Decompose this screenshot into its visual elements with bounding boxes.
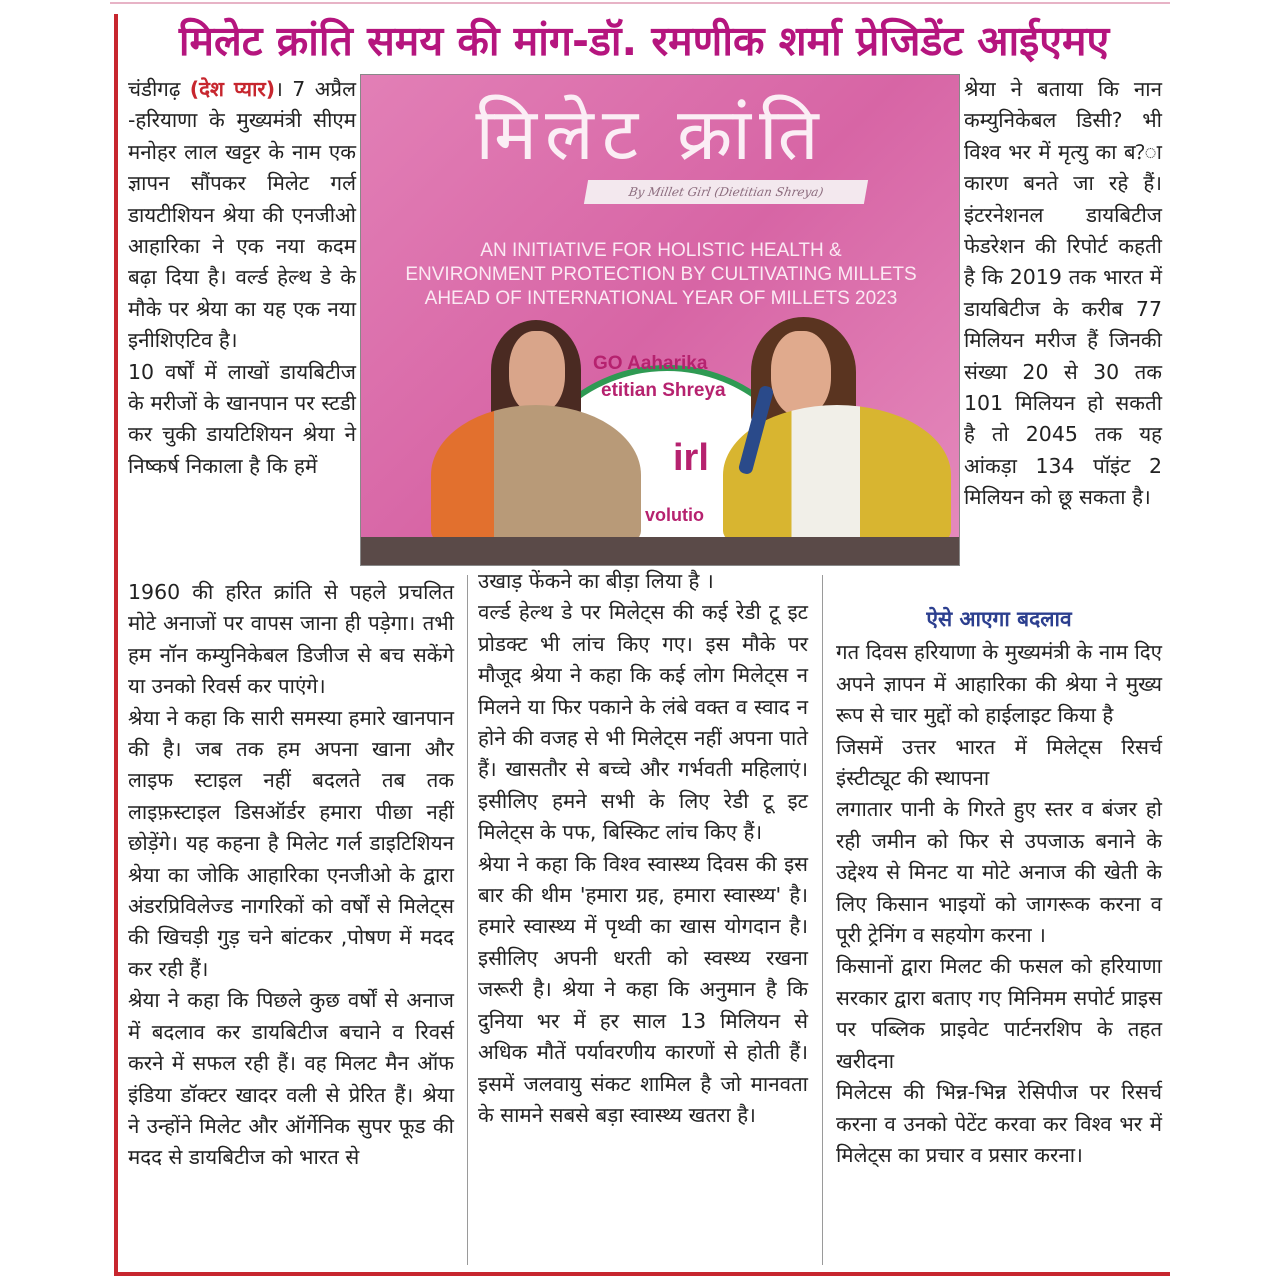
person-right-face <box>771 331 831 416</box>
top-border <box>110 2 1170 4</box>
person-left-face <box>509 331 565 413</box>
left-border <box>114 14 118 1276</box>
dateline-city: चंडीगढ़ <box>128 77 181 101</box>
paragraph <box>128 74 356 357</box>
paragraph: 10 वर्षों में लाखों डायबिटीज के मरीजों के खानपान पर स्टडी कर चुकी डायटिशियन श्रेया ने निष्कर्ष निकाला है कि हमें <box>128 359 356 478</box>
headline: मिलेट क्रांति समय की मांग-डॉ. रमणीक शर्मा प्रेजिडेंट आईएमए <box>178 17 1110 65</box>
paragraph: मिलेटस की भिन्न-भिन्न रेसिपीज पर रिसर्च करना व उनको पेटेंट करवा कर विश्व भर में मिलेट्स का प्रचार व प्रसार करना। <box>836 1080 1162 1167</box>
column-left-bottom <box>128 577 454 1174</box>
paragraph: वर्ल्ड हेल्थ डे पर मिलेट्स की कई रेडी टू इट प्रोडक्ट भी लांच किए गए। इस मौके पर मौजूद श्रेया ने कहा कि कई लोग मिलेट्स न मिलने या फिर पकाने के लंबे वक्त व स्वाद न होने की वजह से भी मिलेट्स नहीं अपना पाते हैं। खासतौर से बच्चे और गर्भवती महिलाएं। इसीलिए हमने सभी के लिए रेडी टू इट मिलेट्स के पफ, बिस्किट लांच किए हैं। <box>478 600 808 845</box>
column-divider <box>467 575 468 1265</box>
column-right-bottom <box>836 604 1162 1171</box>
paragraph-text: । 7 अप्रैल -हरियाणा के मुख्यमंत्री सीएम मनोहर लाल खट्टर के नाम एक ज्ञापन सौंपकर मिलेट गर्ल डायटीशियन श्रेया की एनजीओ आहारिका ने एक नया कदम बढ़ा दिया है। वर्ल्ड हेल्थ डे के मौके पर श्रेया का यह एक नया इनीशिएटिव है। <box>128 77 356 353</box>
badge-text: etitian Shreya <box>601 380 726 401</box>
paragraph: लगातार पानी के गिरते हुए स्तर व बंजर हो रही जमीन को फिर से उपजाऊ बनाने के उद्देश्य से मिनट या मोटे अनाज की खेती के लिए किसान भाइयों को जागरूक करना व पूरी ट्रेनिंग व सहयोग करना । <box>836 797 1162 948</box>
article-photo <box>360 74 960 566</box>
paragraph: उखाड़ फेंकने का बीड़ा लिया है । <box>478 569 714 593</box>
paragraph: श्रेया ने कहा कि विश्व स्वास्थ्य दिवस की इस बार की थीम 'हमारा ग्रह, हमारा स्वास्थ्य' है। हमारे स्वास्थ्य में पृथ्वी का खास योगदान है। इसीलिए अपनी धरती को स्वस्थ्य रखना जरूरी है। श्रेया ने कहा कि अनुमान है कि दुनिया भर में हर साल 13 मिलियन से अधिक मौतें पर्यावरणीय कारणों से होती हैं। इसमें जलवायु संकट शामिल है जो मानवता के सामने सबसे बड़ा स्वास्थ्य खतरा है। <box>478 851 808 1127</box>
banner-title: मिलेट क्रांति <box>475 92 827 176</box>
paragraph: जिसमें उत्तर भारत में मिलेट्स रिसर्च इंस्टीट्यूट की स्थापना <box>836 734 1162 791</box>
banner-line: ENVIRONMENT PROTECTION BY CULTIVATING MILLETS <box>405 264 917 285</box>
badge-text: GO Aaharika <box>593 353 708 374</box>
badge-text: volutio <box>645 505 704 525</box>
subheading: ऐसे आएगा बदलाव <box>926 607 1072 631</box>
person-left-body <box>431 405 641 545</box>
paragraph: 1960 की हरित क्रांति से पहले प्रचलित मोटे अनाजों पर वापस जाना ही पड़ेगा। तभी हम नॉन कम्युनिकेबल डिजीज से बच सकेंगे या उनको रिवर्स कर पाएंगे। <box>128 580 454 699</box>
paragraph: श्रेया ने बताया कि नान कम्युनिकेबल डिसी? भी विश्व भर में मृत्यु का ब?ा कारण बनते जा रहे हैं। इंटरनेशनल डायबिटीज फेडरेशन की रिपोर्ट कहती है कि 2019 तक भारत में डायबिटीज के करीब 77 मिलियन मरीज हैं जिनकी संख्या 20 से 30 तक 101 मिलियन हो सकती है तो 2045 तक यह आंकड़ा 134 पॉइंट 2 मिलियन को छू सकता है। <box>964 77 1162 510</box>
paragraph: किसानों द्वारा मिलट की फसल को हरियाणा सरकार द्वारा बताए गए मिनिमम सपोर्ट प्राइस पर पब्लिक प्राइवेट पार्टनरशिप के तहत खरीदना <box>836 954 1162 1073</box>
column-right-top <box>964 74 1162 514</box>
paragraph: श्रेया ने कहा कि पिछले कुछ वर्षों से अनाज में बदलाव कर डायबिटीज बचाने व रिवर्स करने में सफल रही हैं। वह मिलट मैन ऑफ इंडिया डॉक्टर खादर वली से प्रेरित हैं। श्रेया ने उन्होंने मिलेट और ऑर्गेनिक सुपर फूड की मदद से डायबिटीज को भारत से <box>128 988 454 1170</box>
column-left-top <box>128 74 356 482</box>
badge-text: irl <box>673 437 709 479</box>
paragraph: गत दिवस हरियाणा के मुख्यमंत्री के नाम दिए अपने ज्ञापन में आहारिका की श्रेया ने मुख्य रूप से चार मुद्दों को हाईलाइट किया है <box>836 640 1162 728</box>
bottom-border <box>114 1272 1170 1276</box>
banner-byline: By Millet Girl (Dietitian Shreya) <box>584 180 868 204</box>
table <box>361 537 960 566</box>
dateline-source: (देश प्यार) <box>189 77 276 101</box>
banner-line: AN INITIATIVE FOR HOLISTIC HEALTH & <box>480 240 842 261</box>
column-divider <box>822 575 823 1265</box>
banner-line: AHEAD OF INTERNATIONAL YEAR OF MILLETS 2023 <box>424 288 898 309</box>
column-middle <box>478 566 808 1131</box>
paragraph: श्रेया ने कहा कि सारी समस्या हमारे खानपान की है। जब तक हम अपना खाना और लाइफ स्टाइल नहीं बदलते तब तक लाइफ़स्टाइल डिसऑर्डर हमारा पीछा नहीं छोड़ेंगे। यह कहना है मिलेट गर्ल डाइटिशियन श्रेया का जोकि आहारिका एनजीओ के द्वारा अंडरप्रिविलेज्ड नागरिकों को वर्षों से मिलेट्स की खिचड़ी गुड़ चने बांटकर ,पोषण में मदद कर रही हैं। <box>128 705 454 981</box>
